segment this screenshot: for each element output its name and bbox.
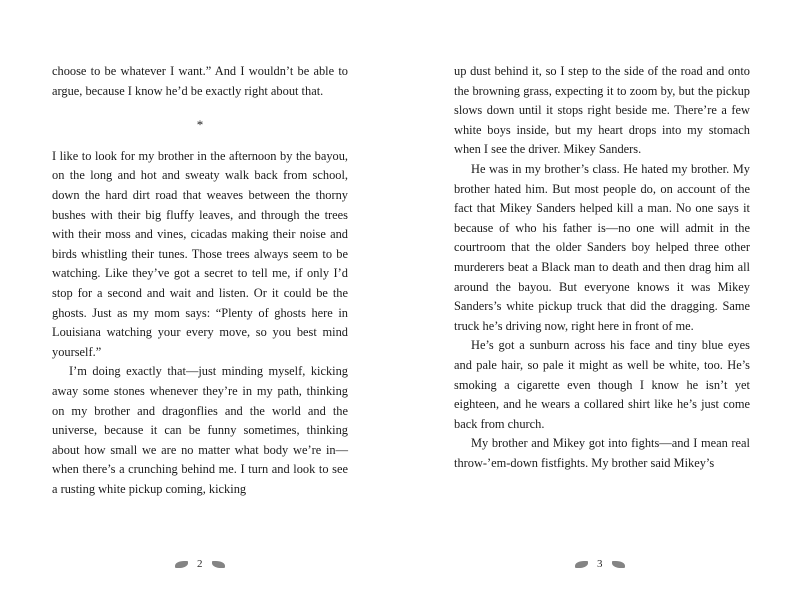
right-page-folio [400,558,800,570]
leaf-ornament-icon [612,561,625,568]
page-number: 3 [597,558,603,570]
paragraph: He’s got a sunburn across his face and tiny blue eyes and pale hair, so pale it might as well be white, too. He’s smoking a cigarette even though I know he isn’t yet eighteen, and he wears a collared shirt like he’s just come back from church. [454,338,750,431]
paragraph: up dust behind it, so I step to the side of the road and onto the browning grass, expecting it to zoom by, but the pickup slows down until it stops right beside me. There’re a few white boys inside, but my heart drops into my stomach when I see the driver. Mikey Sanders. [454,64,750,157]
right-page-text-column [454,62,750,473]
page-number: 2 [197,558,203,570]
left-page-folio [0,558,400,570]
leaf-ornament-icon [212,561,225,568]
paragraph: My brother and Mikey got into fights—and I mean real throw-’em-down fistfights. My brother said Mikey’s [454,436,750,470]
left-page-text-column [52,62,348,499]
paragraph: I’m doing exactly that—just minding myself, kicking away some stones whenever they’re in my path, thinking on my brother and dragonflies and the world and the universe, because it can be funny sometimes, thinking about how small we are no matter what body we’re in—when there’s a crunching behind me. I turn and look to see a rusting white pickup coming, kicking [52,364,348,496]
paragraph: choose to be whatever I want.” And I wouldn’t be able to argue, because I know he’d be exactly right about that. [52,64,348,98]
scene-break-asterisk: * [196,117,204,133]
leaf-ornament-icon [175,561,188,568]
paragraph: I like to look for my brother in the afternoon by the bayou, on the long and hot and sweaty walk back from school, down the hard dirt road that weaves between the thorny bushes with their big fluffy leaves, and through the trees with their moss and vines, cicadas making their noise and birds whistling their tunes. Those trees always seem to be watching. Like they’ve got a secret to tell me, if only I’d stop for a second and wait and listen. Or it could be the ghosts. Just as my mom says: “Plenty of ghosts here in Louisiana watching your every move, so you best mind yourself.” [52,148,348,359]
right-page [400,0,800,600]
paragraph: He was in my brother’s class. He hated my brother. My brother hated him. But most people do, on account of the fact that Mikey Sanders helped kill a man. No one says it because of who his father is—no one will admit in the courtroom that the older Sanders boy helped three other murderers beat a Black man to death and then drag him all around the bayou. But everyone knows it was Mikey Sanders’s white pickup truck that did the dragging. Same truck he’s driving now, right here in front of me. [454,161,750,333]
leaf-ornament-icon [575,561,588,568]
